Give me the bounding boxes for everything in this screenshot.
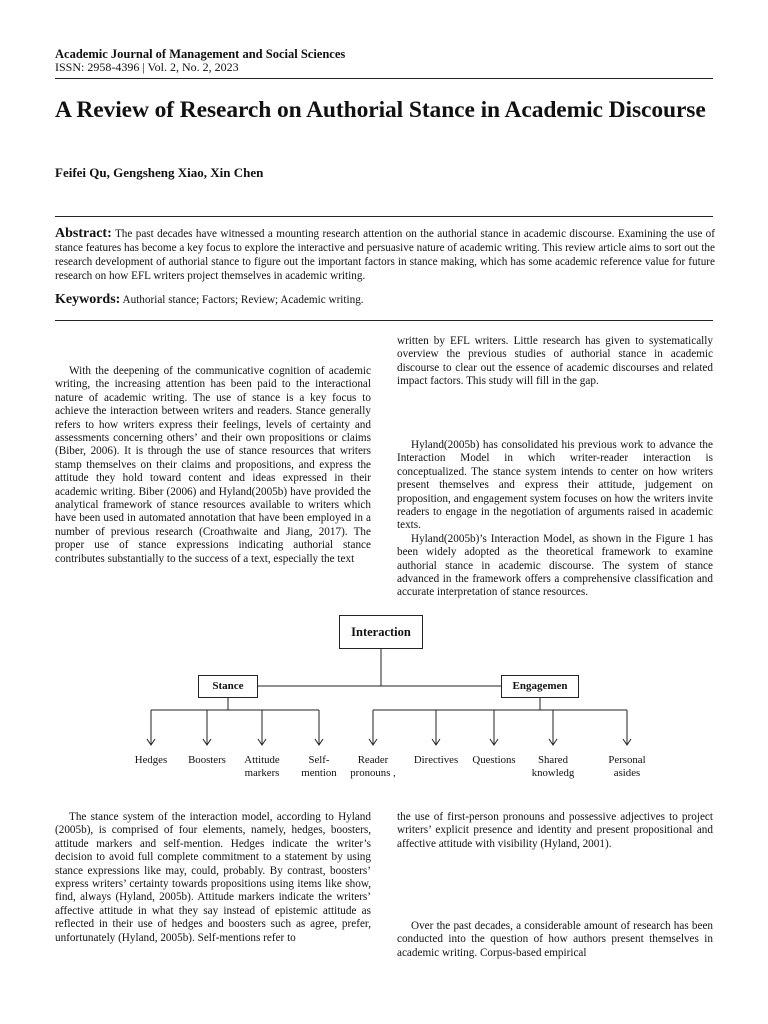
node-engagement: Engagemen [501, 675, 579, 698]
abstract-bottom-rule [55, 320, 713, 321]
body-paragraph-intro: With the deepening of the communicative cognition of academic writing, the increasing attention has been paid to the interactional nature of academic writing. The use of stance is a key focus to achieve the interaction between writers and readers. Stance generally refers to how writers express their feelings, levels of certainty and assessments concerning others’ and their own propositions or claims (Biber, 2006). It is through the use of stance resources that writers stamp themselves on their claims and propositions, and express the attitude they hold toward content and ideas expressed in their academic writing. Biber (2006) and Hyland(2005b) have provided the analytical framework of stance resources available to writers which have been used in automated annotation that have been employed in a number of previous research (Croathwaite and Jiang, 2017). The proper use of stance expressions indicating authorial stance contributes substantially to the success of a text, especially the text [55, 365, 371, 565]
node-interaction: Interaction [339, 615, 423, 649]
leaf-directives: Directives [413, 754, 459, 766]
abstract-text: The past decades have witnessed a mounting research attention on the authorial stance in academic discourse. Examining the use of stance features has become a key focus to explore the interactive and persuasive nature of academic writing. This review article aims to sort out the research development of authorial stance to figure out the important factors in stance making, which has some academic reference value for future research on how EFL writers project themselves in academic writing. [55, 228, 715, 282]
body-paragraph-stance-system: The stance system of the interaction model, according to Hyland (2005b), is comprised of four elements, namely, hedges, boosters, attitude markers and self-mention. Hedges indicate the writer’s decision to avoid full complete commitment to a statement by using stance expressions like may, could, probably. By contrast, boosters’ express writers’ certainty towards propositions using items like show, find, always (Hyland, 2005b). Attitude markers indicate the writers’ affective attitude in what they say instead of epistemic attitude as reflected in their use of hedges and boosters such as agree, prefer, unfortunately (Hyland, 2005b). Self-mentions refer to [55, 811, 371, 944]
body-paragraph-self-mention: the use of first-person pronouns and possessive adjectives to project writers’ explicit presence and identity and present propositional and affective attitude with visibility (Hyland, 2001). [397, 811, 713, 850]
article-title: A Review of Research on Authorial Stance in Academic Discourse [55, 97, 706, 123]
leaf-self-mention: Self-mention [301, 754, 337, 779]
journal-meta: ISSN: 2958-4396 | Vol. 2, No. 2, 2023 [55, 60, 239, 74]
abstract-block [55, 227, 715, 283]
journal-header [55, 47, 712, 74]
keywords-text: Authorial stance; Factors; Review; Academic writing. [122, 294, 364, 306]
leaf-attitude-markers: Attitude markers [244, 754, 280, 779]
leaf-reader-pronouns: Reader pronouns , [350, 754, 396, 779]
leaf-questions: Questions [472, 754, 516, 766]
abstract-label: Abstract: [55, 226, 112, 241]
leaf-boosters: Boosters [188, 754, 226, 766]
leaf-personal-asides: Personal asides [608, 754, 646, 779]
article-authors: Feifei Qu, Gengsheng Xiao, Xin Chen [55, 165, 264, 180]
journal-name: Academic Journal of Management and Social Sciences [55, 47, 346, 61]
abstract-top-rule [55, 216, 713, 217]
body-paragraph-research: Over the past decades, a considerable amount of research has been conducted into the question of how authors present themselves in academic writing. Corpus-based empirical [397, 920, 713, 959]
body-paragraph-model [397, 439, 713, 600]
interaction-model-figure [120, 612, 660, 802]
node-stance: Stance [198, 675, 258, 698]
body-paragraph-model-1: Hyland(2005b) has consolidated his previous work to advance the Interaction Model in which writer-reader interaction is conceptualized. The stance system intends to center on how writers present themselves and express their attitude, judgement on proposition, and engagement system focuses on how the writers invite readers to engage in the negotiation of arguments raised in academic texts. [397, 439, 713, 532]
header-rule [55, 78, 713, 79]
keywords-label: Keywords: [55, 292, 121, 307]
body-paragraph-model-2: Hyland(2005b)’s Interaction Model, as shown in the Figure 1 has been widely adopted as the theoretical framework to examine authorial stance in academic discourse. The system of stance advanced in the framework offers a comprehensive classification and accurate interpretation of stance resources. [397, 532, 713, 599]
body-paragraph-gap: written by EFL writers. Little research has given to systematically overview the previous studies of authorial stance in academic discourse to clear out the essence of academic discourses and related impact factors. This study will fill in the gap. [397, 335, 713, 388]
leaf-hedges: Hedges [134, 754, 168, 766]
leaf-shared-knowledge: Shared knowledg [531, 754, 575, 779]
keywords-block [55, 293, 715, 307]
